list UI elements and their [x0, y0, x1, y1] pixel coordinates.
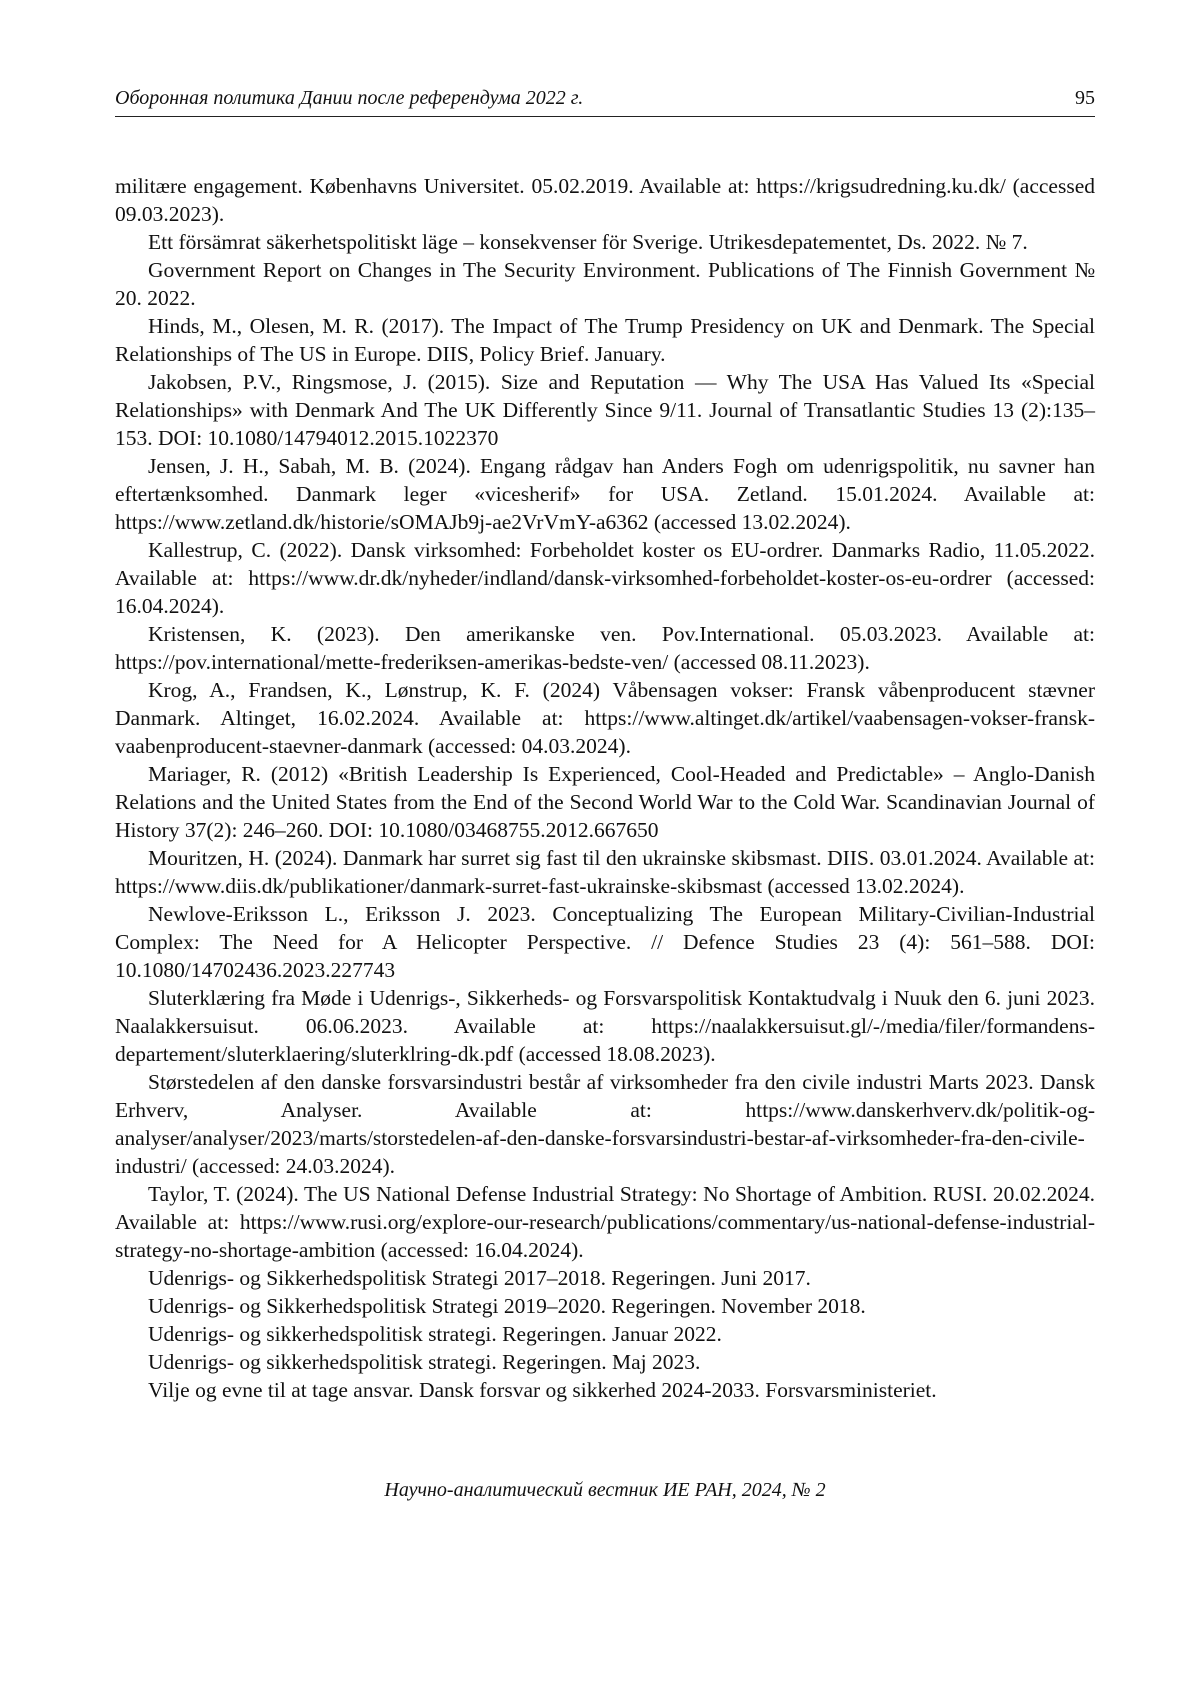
running-title: Оборонная политика Дании после референдума 2022 г.: [115, 87, 584, 109]
reference-item: Kallestrup, C. (2022). Dansk virksomhed: Forbeholdet koster os EU-ordrer. Danmarks Radio, 11.05.2022. Available at: https://www.dr.dk/nyheder/indland/dansk-virksomhed-forbeholdet-koster-os-eu-ordrer (accessed: 16.04.2024).: [115, 538, 1095, 618]
reference-item: Vilje og evne til at tage ansvar. Dansk forsvar og sikkerhed 2024-2033. Forsvarsministeriet.: [148, 1378, 937, 1402]
reference-item: Mouritzen, H. (2024). Danmark har surret sig fast til den ukrainske skibsmast. DIIS. 03.01.2024. Available at: https://www.diis.dk/publikationer/danmark-surret-fast-ukrainske-skibsmast (accessed 13.02.2024).: [115, 846, 1095, 898]
reference-item: Kristensen, K. (2023). Den amerikanske ven. Pov.International. 05.03.2023. Available at: https://pov.international/mette-frederiksen-amerikas-bedste-ven/ (accessed 08.11.2023).: [115, 622, 1095, 674]
reference-item: Jensen, J. H., Sabah, M. B. (2024). Engang rådgav han Anders Fogh om udenrigspolitik, nu savner han eftertænksomhed. Danmark leger «vicesherif» for USA. Zetland. 15.01.2024. Available at: https://www.zetland.dk/historie/sOMAJb9j-ae2VrVmY-a6362 (accessed 13.02.2024).: [115, 454, 1095, 534]
reference-item: Udenrigs- og sikkerhedspolitisk strategi. Regeringen. Maj 2023.: [148, 1350, 701, 1374]
reference-list: [115, 172, 1095, 1404]
running-header: [115, 84, 1095, 117]
reference-item: Ett försämrat säkerhetspolitiskt läge – konsekvenser för Sverige. Utrikesdepatementet, Ds. 2022. № 7.: [148, 230, 1028, 254]
reference-item: Jakobsen, P.V., Ringsmose, J. (2015). Size and Reputation — Why The USA Has Valued Its «Special Relationships» with Denmark And The UK Differently Since 9/11. Journal of Transatlantic Studies 13 (2):135–153. DOI: 10.1080/14794012.2015.1022370: [115, 370, 1095, 450]
reference-item: Udenrigs- og Sikkerhedspolitisk Strategi 2019–2020. Regeringen. November 2018.: [148, 1294, 866, 1318]
reference-item: Sluterklæring fra Møde i Udenrigs-, Sikkerheds- og Forsvarspolitisk Kontaktudvalg i Nuuk den 6. juni 2023. Naalakkersuisut. 06.06.2023. Available at: https://naalakkersuisut.gl/-/media/filer/formandens-departement/sluterklaering/sluterklring-dk.pdf (accessed 18.08.2023).: [115, 986, 1095, 1066]
journal-footer: Научно-аналитический вестник ИЕ РАН, 2024, № 2: [384, 1479, 826, 1501]
reference-item: militære engagement. Københavns Universitet. 05.02.2019. Available at: https://krigsudredning.ku.dk/ (accessed 09.03.2023).: [115, 174, 1095, 226]
reference-item: Størstedelen af den danske forsvarsindustri består af virksomheder fra den civile industri Marts 2023. Dansk Erhverv, Analyser. Available at: https://www.danskerhverv.dk/politik-og-analyser/analyser/2023/marts/storstedelen-af-den-danske-forsvarsindustri-bestar-af-virksomheder-fra-den-civile-industri/ (accessed: 24.03.2024).: [115, 1070, 1095, 1178]
reference-item: Newlove-Eriksson L., Eriksson J. 2023. Conceptualizing The European Military-Civilian-Industrial Complex: The Need for A Helicopter Perspective. // Defence Studies 23 (4): 561–588. DOI: 10.1080/14702436.2023.227743: [115, 902, 1095, 982]
reference-item: Hinds, M., Olesen, M. R. (2017). The Impact of The Trump Presidency on UK and Denmark. The Special Relationships of The US in Europe. DIIS, Policy Brief. January.: [115, 314, 1095, 366]
reference-item: Taylor, T. (2024). The US National Defense Industrial Strategy: No Shortage of Ambition. RUSI. 20.02.2024. Available at: https://www.rusi.org/explore-our-research/publications/commentary/us-national-defense-industrial-strategy-no-shortage-ambition (accessed: 16.04.2024).: [115, 1182, 1095, 1262]
reference-item: Mariager, R. (2012) «British Leadership Is Experienced, Cool-Headed and Predictable» – Anglo-Danish Relations and the United States from the End of the Second World War to the Cold War. Scandinavian Journal of History 37(2): 246–260. DOI: 10.1080/03468755.2012.667650: [115, 762, 1095, 842]
page-number: 95: [1075, 87, 1095, 109]
reference-item: Government Report on Changes in The Security Environment. Publications of The Finnish Government № 20. 2022.: [115, 258, 1095, 310]
reference-item: Udenrigs- og Sikkerhedspolitisk Strategi 2017–2018. Regeringen. Juni 2017.: [148, 1266, 811, 1290]
reference-item: Udenrigs- og sikkerhedspolitisk strategi. Regeringen. Januar 2022.: [148, 1322, 722, 1346]
reference-item: Krog, A., Frandsen, K., Lønstrup, K. F. (2024) Våbensagen vokser: Fransk våbenproducent stævner Danmark. Altinget, 16.02.2024. Available at: https://www.altinget.dk/artikel/vaabensagen-vokser-fransk-vaabenproducent-staevner-danmark (accessed: 04.03.2024).: [115, 678, 1095, 758]
